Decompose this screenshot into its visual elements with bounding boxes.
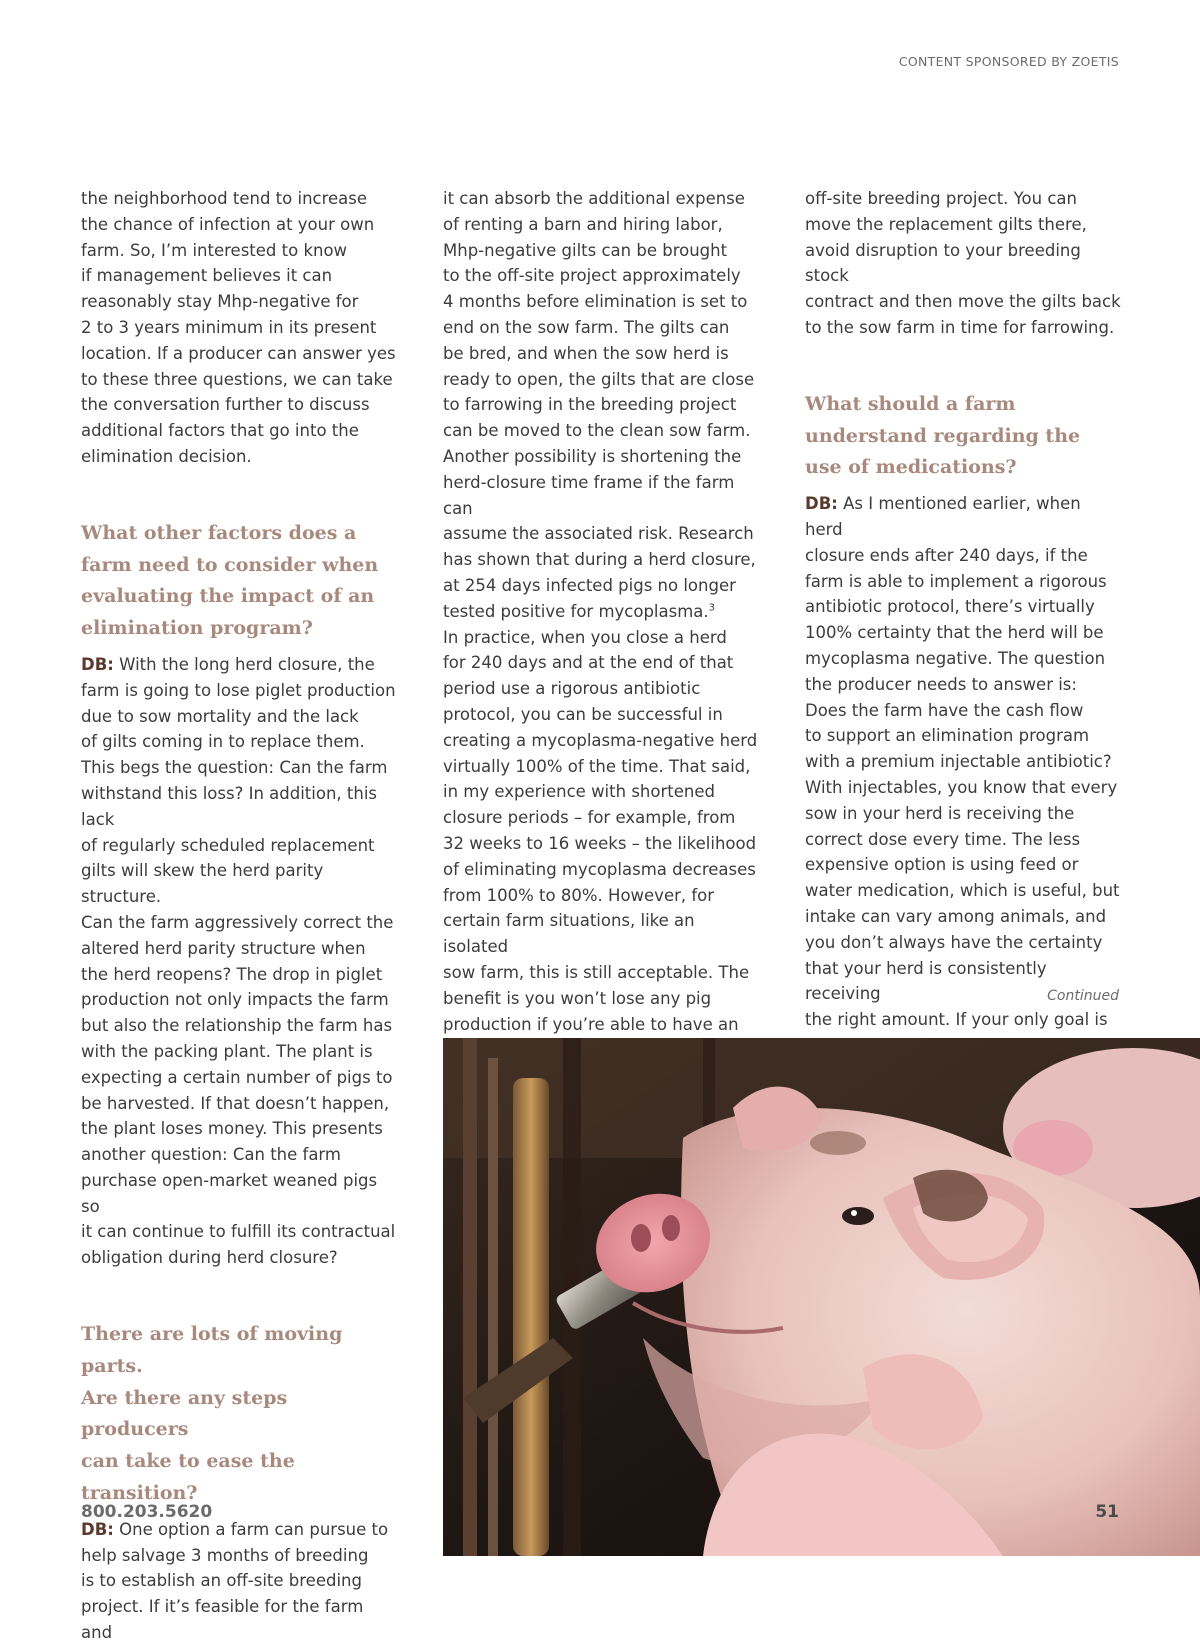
question-heading: What should a farm understand regarding the use of medications?	[805, 392, 1081, 479]
pig-photo-illustration	[443, 1038, 1200, 1556]
pig-photo	[443, 1038, 1200, 1556]
article-column-2	[443, 186, 763, 1037]
question-heading: There are lots of moving parts. Are there any steps producers can take to ease the transition?	[81, 1323, 343, 1505]
page-number: 51	[1095, 1502, 1119, 1522]
sponsor-label: CONTENT SPONSORED BY ZOETIS	[898, 54, 1119, 69]
answer-paragraph: DB: With the long herd closure, the farm is going to lose piglet production due to sow mortality and the lack of gilts coming in to replace them. This begs the question: Can the farm withstand this loss? In addition, this lack of regularly scheduled replacement gilts will skew the herd parity structure. Can the farm aggressively correct the altered herd parity structure when the herd reopens? The drop in piglet production not only impacts the farm but also the relationship the farm has with the packing plant. The plant is expecting a certain number of pigs to be harvested. If that doesn’t happen, the plant loses money. This presents another question: Can the farm purchase open-market weaned pigs so it can continue to fulfill its contractual obligation during herd closure?	[81, 654, 396, 1268]
answer-paragraph: DB: One option a farm can pursue to help salvage 3 months of breeding is to establish an off-site breeding project. If it’s feasible for the farm and	[81, 1519, 389, 1643]
question-heading: What other factors does a farm need to consider when evaluating the impact of an elimination program?	[81, 521, 379, 640]
speaker-label: DB:	[805, 494, 838, 514]
article-column-3	[805, 186, 1123, 1059]
footnote-reference: 3	[708, 602, 716, 614]
footer-phone: 800.203.5620	[81, 1502, 213, 1522]
speaker-label: DB:	[81, 654, 114, 674]
intro-paragraph: the neighborhood tend to increase the chance of infection at your own farm. So, I’m interested to know if management believes it can reasonably stay Mhp-negative for 2 to 3 years minimum in its present location. If a producer can answer yes to these three questions, we can take the conversation further to discuss additional factors that go into the elimination decision.	[81, 189, 396, 466]
continued-label: Continued	[1047, 988, 1119, 1004]
article-column-1	[81, 186, 399, 1646]
answer-paragraph: DB: As I mentioned earlier, when herd closure ends after 240 days, if the farm is able to implement a rigorous antibiotic protocol, there’s virtually 100% certainty that the herd will be mycoplasma negative. The question the producer needs to answer is: Does the farm have the cash flow to support an elimination program with a premium injectable antibiotic? With injectables, you know that every sow in your herd is receiving the correct dose every time. The less expensive option is using feed or water medication, which is useful, but intake can vary among animals, and you don’t always have the certainty that your herd is consistently receiving the right amount. If your only goal is	[805, 494, 1120, 1030]
speaker-label: DB:	[81, 1519, 114, 1539]
body-paragraph: it can absorb the additional expense of renting a barn and hiring labor, Mhp-negative gilts can be brought to the off-site project approximately 4 months before elimination is set to end on the sow farm. The gilts can be bred, and when the sow herd is ready to open, the gilts that are close to farrowing in the breeding project can be moved to the clean sow farm. Another possibility is shortening the herd-closure time frame if the farm can assume the associated risk. Research has shown that during a herd closure, at 254 days infected pigs no longer tested positive for mycoplasma.$^3$ In practice, when you close a herd for 240 days and at the end of that period use a rigorous antibiotic protocol, you can be successful in creating a mycoplasma-negative herd virtually 100% of the time. That said, in my experience with shortened closure periods – for example, from 32 weeks to 16 weeks – the likelihood of eliminating mycoplasma decreases from 100% to 80%. However, for certain farm situations, like an isolated sow farm, this is still acceptable. The benefit is you won’t lose any pig production if you’re able to have an	[443, 189, 758, 1034]
body-paragraph: off-site breeding project. You can move the replacement gilts there, avoid disruption to your breeding stock contract and then move the gilts back to the sow farm in time for farrowing.	[805, 189, 1121, 337]
